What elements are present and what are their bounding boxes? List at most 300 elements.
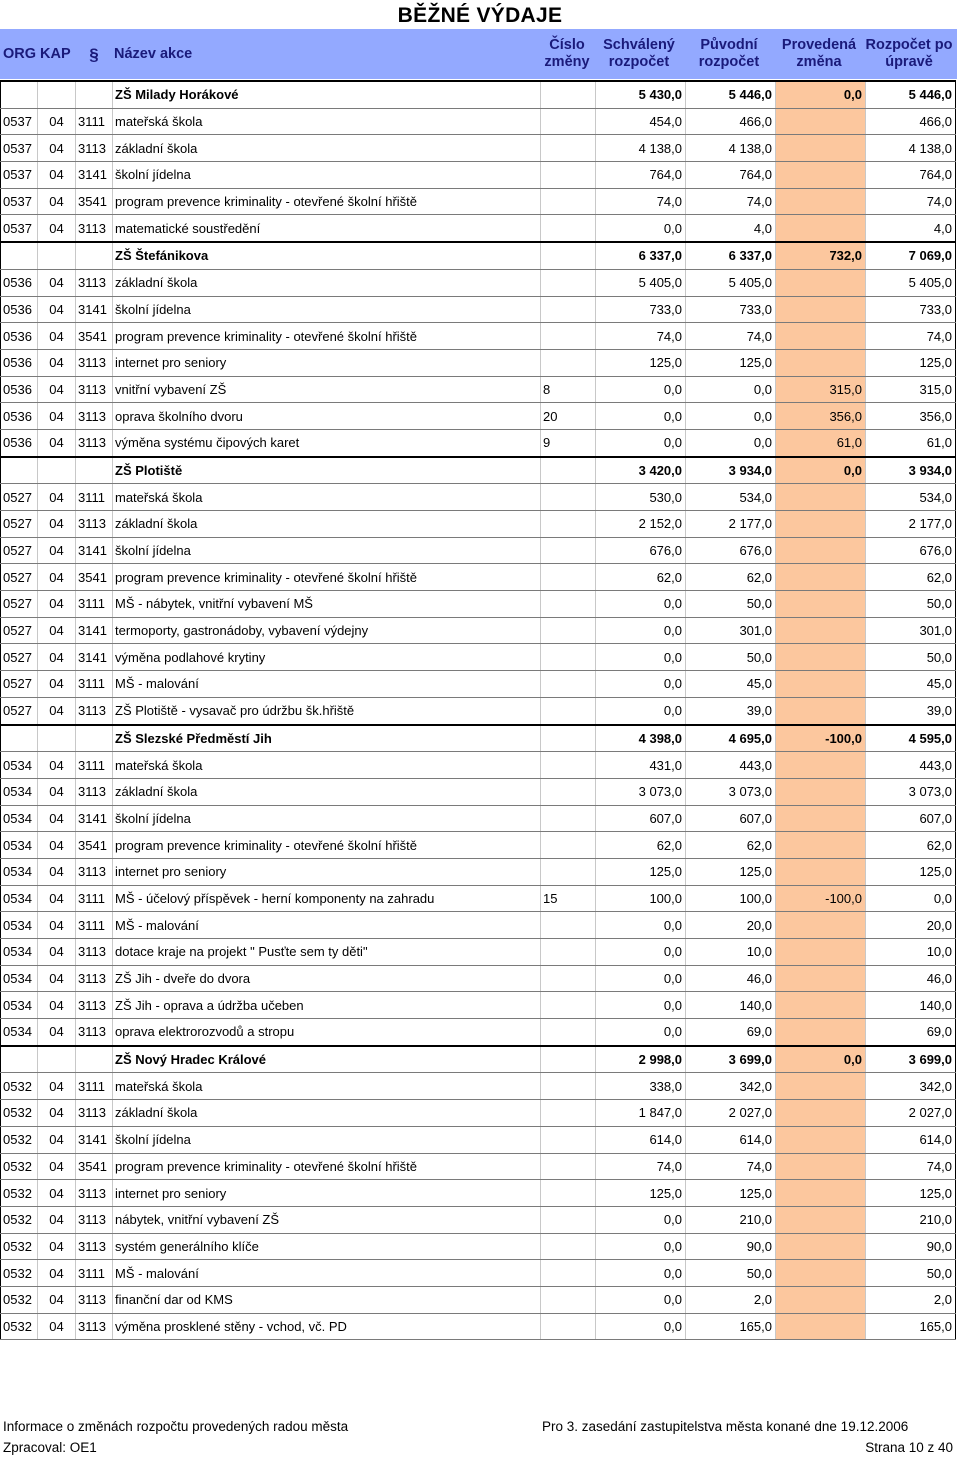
cislo-cell <box>541 188 596 215</box>
po-uprave-cell: 301,0 <box>866 617 956 644</box>
item-name: školní jídelna <box>113 1126 541 1153</box>
schvaleny-cell: 62,0 <box>596 564 686 591</box>
puvodni-cell: 165,0 <box>686 1313 776 1340</box>
schvaleny-cell: 733,0 <box>596 296 686 323</box>
table-row <box>1 1286 956 1313</box>
po-uprave-cell: 50,0 <box>866 1260 956 1287</box>
cislo-cell <box>541 511 596 538</box>
zmena-cell <box>776 965 866 992</box>
po-uprave-cell: 165,0 <box>866 1313 956 1340</box>
item-name: mateřská škola <box>113 484 541 511</box>
org-cell: 0532 <box>1 1206 38 1233</box>
zmena-cell <box>776 323 866 350</box>
kap-cell: 04 <box>38 511 76 538</box>
item-name: program prevence kriminality - otevřené školní hřiště <box>113 564 541 591</box>
zmena-cell: 315,0 <box>776 376 866 403</box>
schvaleny-cell: 0,0 <box>596 215 686 242</box>
puvodni-cell: 3 934,0 <box>686 457 776 484</box>
paragraph-cell: 3141 <box>76 805 113 832</box>
puvodni-cell: 100,0 <box>686 885 776 912</box>
paragraph-cell: 3141 <box>76 617 113 644</box>
org-cell: 0534 <box>1 1019 38 1046</box>
org-cell: 0527 <box>1 484 38 511</box>
paragraph-cell: 3541 <box>76 564 113 591</box>
puvodni-cell: 62,0 <box>686 564 776 591</box>
header-puvodni-rozpocet: Původní rozpočet <box>698 37 760 70</box>
item-name: internet pro seniory <box>113 1180 541 1207</box>
school-name: ZŠ Plotiště <box>113 457 541 484</box>
section-sign-icon: § <box>89 44 99 64</box>
puvodni-cell: 4 695,0 <box>686 725 776 752</box>
schvaleny-cell: 100,0 <box>596 885 686 912</box>
item-name: vnitřní vybavení ZŠ <box>113 376 541 403</box>
po-uprave-cell: 50,0 <box>866 591 956 618</box>
schvaleny-cell: 0,0 <box>596 992 686 1019</box>
cislo-cell <box>541 1206 596 1233</box>
table-row <box>1 752 956 779</box>
item-name: základní škola <box>113 511 541 538</box>
kap-cell: 04 <box>38 671 76 698</box>
kap-cell: 04 <box>38 832 76 859</box>
table-row <box>1 511 956 538</box>
paragraph-cell: 3113 <box>76 269 113 296</box>
kap-cell: 04 <box>38 323 76 350</box>
item-name: dotace kraje na projekt " Pusťte sem ty děti" <box>113 939 541 966</box>
puvodni-cell: 4 138,0 <box>686 135 776 162</box>
schvaleny-cell: 431,0 <box>596 752 686 779</box>
org-cell: 0527 <box>1 671 38 698</box>
item-name: školní jídelna <box>113 162 541 189</box>
footer-page-number: Strana 10 z 40 <box>865 1440 953 1455</box>
zmena-cell <box>776 778 866 805</box>
table-row <box>1 1206 956 1233</box>
blank-cell <box>76 725 113 752</box>
paragraph-cell: 3111 <box>76 591 113 618</box>
kap-cell: 04 <box>38 162 76 189</box>
paragraph-cell: 3111 <box>76 885 113 912</box>
org-cell: 0532 <box>1 1260 38 1287</box>
cislo-cell: 8 <box>541 376 596 403</box>
schvaleny-cell: 0,0 <box>596 1286 686 1313</box>
paragraph-cell: 3113 <box>76 1313 113 1340</box>
zmena-cell <box>776 564 866 591</box>
school-header-row <box>1 242 956 269</box>
kap-cell: 04 <box>38 564 76 591</box>
paragraph-cell: 3541 <box>76 832 113 859</box>
cislo-cell <box>541 81 596 108</box>
table-row <box>1 1313 956 1340</box>
po-uprave-cell: 74,0 <box>866 323 956 350</box>
po-uprave-cell: 125,0 <box>866 349 956 376</box>
cislo-cell <box>541 108 596 135</box>
zmena-cell <box>776 162 866 189</box>
header-schvaleny-rozpocet: Schválený rozpočet <box>603 37 675 70</box>
puvodni-cell: 342,0 <box>686 1073 776 1100</box>
cislo-cell <box>541 162 596 189</box>
cislo-cell <box>541 992 596 1019</box>
cislo-cell <box>541 215 596 242</box>
zmena-cell <box>776 1019 866 1046</box>
schvaleny-cell: 74,0 <box>596 323 686 350</box>
schvaleny-cell: 6 337,0 <box>596 242 686 269</box>
zmena-cell: 0,0 <box>776 81 866 108</box>
puvodni-cell: 50,0 <box>686 591 776 618</box>
schvaleny-cell: 1 847,0 <box>596 1100 686 1127</box>
cislo-cell <box>541 752 596 779</box>
cislo-cell: 15 <box>541 885 596 912</box>
table-row <box>1 108 956 135</box>
org-cell: 0537 <box>1 215 38 242</box>
puvodni-cell: 20,0 <box>686 912 776 939</box>
schvaleny-cell: 0,0 <box>596 1019 686 1046</box>
zmena-cell <box>776 1260 866 1287</box>
kap-cell: 04 <box>38 403 76 430</box>
kap-cell: 04 <box>38 752 76 779</box>
cislo-cell <box>541 1126 596 1153</box>
po-uprave-cell: 342,0 <box>866 1073 956 1100</box>
kap-cell: 04 <box>38 591 76 618</box>
org-cell: 0537 <box>1 162 38 189</box>
org-cell: 0537 <box>1 108 38 135</box>
paragraph-cell: 3113 <box>76 992 113 1019</box>
cislo-cell <box>541 591 596 618</box>
paragraph-cell: 3113 <box>76 215 113 242</box>
puvodni-cell: 69,0 <box>686 1019 776 1046</box>
table-row <box>1 484 956 511</box>
blank-cell <box>38 725 76 752</box>
puvodni-cell: 125,0 <box>686 858 776 885</box>
po-uprave-cell: 2,0 <box>866 1286 956 1313</box>
item-name: matematické soustředění <box>113 215 541 242</box>
puvodni-cell: 90,0 <box>686 1233 776 1260</box>
schvaleny-cell: 0,0 <box>596 1313 686 1340</box>
zmena-cell <box>776 108 866 135</box>
table-row <box>1 992 956 1019</box>
org-cell: 0532 <box>1 1180 38 1207</box>
school-name: ZŠ Milady Horákové <box>113 81 541 108</box>
paragraph-cell: 3113 <box>76 511 113 538</box>
kap-cell: 04 <box>38 1313 76 1340</box>
paragraph-cell: 3113 <box>76 858 113 885</box>
po-uprave-cell: 534,0 <box>866 484 956 511</box>
schvaleny-cell: 4 138,0 <box>596 135 686 162</box>
po-uprave-cell: 4,0 <box>866 215 956 242</box>
zmena-cell <box>776 1313 866 1340</box>
puvodni-cell: 125,0 <box>686 1180 776 1207</box>
table-row <box>1 1233 956 1260</box>
paragraph-cell: 3141 <box>76 537 113 564</box>
po-uprave-cell: 62,0 <box>866 564 956 591</box>
kap-cell: 04 <box>38 858 76 885</box>
kap-cell: 04 <box>38 617 76 644</box>
puvodni-cell: 140,0 <box>686 992 776 1019</box>
table-row <box>1 537 956 564</box>
po-uprave-cell: 50,0 <box>866 644 956 671</box>
schvaleny-cell: 0,0 <box>596 1260 686 1287</box>
cislo-cell <box>541 537 596 564</box>
blank-cell <box>38 81 76 108</box>
paragraph-cell: 3111 <box>76 752 113 779</box>
org-cell: 0534 <box>1 885 38 912</box>
cislo-cell <box>541 671 596 698</box>
item-name: školní jídelna <box>113 805 541 832</box>
table-row <box>1 188 956 215</box>
org-cell: 0536 <box>1 403 38 430</box>
po-uprave-cell: 676,0 <box>866 537 956 564</box>
table-row <box>1 1260 956 1287</box>
blank-cell <box>38 457 76 484</box>
table-row <box>1 215 956 242</box>
cislo-cell <box>541 1233 596 1260</box>
org-cell: 0527 <box>1 697 38 724</box>
cislo-cell <box>541 778 596 805</box>
po-uprave-cell: 3 699,0 <box>866 1046 956 1073</box>
paragraph-cell: 3113 <box>76 1233 113 1260</box>
item-name: výměna podlahové krytiny <box>113 644 541 671</box>
kap-cell: 04 <box>38 1019 76 1046</box>
blank-cell <box>1 725 38 752</box>
po-uprave-cell: 10,0 <box>866 939 956 966</box>
schvaleny-cell: 4 398,0 <box>596 725 686 752</box>
cislo-cell <box>541 805 596 832</box>
paragraph-cell: 3541 <box>76 1153 113 1180</box>
puvodni-cell: 466,0 <box>686 108 776 135</box>
item-name: mateřská škola <box>113 108 541 135</box>
puvodni-cell: 74,0 <box>686 323 776 350</box>
footer-info: Informace o změnách rozpočtu provedených radou města <box>3 1419 349 1434</box>
table-row <box>1 858 956 885</box>
item-name: výměna prosklené stěny - vchod, vč. PD <box>113 1313 541 1340</box>
puvodni-cell: 733,0 <box>686 296 776 323</box>
paragraph-cell: 3113 <box>76 135 113 162</box>
schvaleny-cell: 614,0 <box>596 1126 686 1153</box>
table-header <box>0 29 957 79</box>
table-row <box>1 1153 956 1180</box>
po-uprave-cell: 315,0 <box>866 376 956 403</box>
zmena-cell <box>776 1180 866 1207</box>
paragraph-cell: 3113 <box>76 1180 113 1207</box>
org-cell: 0534 <box>1 912 38 939</box>
kap-cell: 04 <box>38 1180 76 1207</box>
footer-session: Pro 3. zasedání zastupitelstva města konané dne 19.12.2006 <box>542 1419 909 1434</box>
po-uprave-cell: 733,0 <box>866 296 956 323</box>
puvodni-cell: 50,0 <box>686 1260 776 1287</box>
item-name: program prevence kriminality - otevřené školní hřiště <box>113 323 541 350</box>
zmena-cell <box>776 1100 866 1127</box>
schvaleny-cell: 3 420,0 <box>596 457 686 484</box>
paragraph-cell: 3111 <box>76 912 113 939</box>
kap-cell: 04 <box>38 939 76 966</box>
kap-cell: 04 <box>38 1233 76 1260</box>
schvaleny-cell: 62,0 <box>596 832 686 859</box>
blank-cell <box>38 1046 76 1073</box>
org-cell: 0536 <box>1 376 38 403</box>
kap-cell: 04 <box>38 108 76 135</box>
item-name: školní jídelna <box>113 537 541 564</box>
zmena-cell: 732,0 <box>776 242 866 269</box>
table-row <box>1 1019 956 1046</box>
po-uprave-cell: 4 138,0 <box>866 135 956 162</box>
schvaleny-cell: 74,0 <box>596 188 686 215</box>
cislo-cell <box>541 912 596 939</box>
item-name: základní škola <box>113 1100 541 1127</box>
paragraph-cell: 3141 <box>76 162 113 189</box>
paragraph-cell: 3111 <box>76 1073 113 1100</box>
table-row <box>1 644 956 671</box>
item-name: mateřská škola <box>113 752 541 779</box>
item-name: MŠ - nábytek, vnitřní vybavení MŠ <box>113 591 541 618</box>
po-uprave-cell: 764,0 <box>866 162 956 189</box>
schvaleny-cell: 338,0 <box>596 1073 686 1100</box>
zmena-cell <box>776 296 866 323</box>
table-row <box>1 778 956 805</box>
po-uprave-cell: 356,0 <box>866 403 956 430</box>
table-row <box>1 564 956 591</box>
header-name: Název akce <box>114 45 193 62</box>
zmena-cell <box>776 349 866 376</box>
table-row <box>1 912 956 939</box>
schvaleny-cell: 0,0 <box>596 697 686 724</box>
po-uprave-cell: 39,0 <box>866 697 956 724</box>
kap-cell: 04 <box>38 1260 76 1287</box>
zmena-cell <box>776 644 866 671</box>
cislo-cell <box>541 1260 596 1287</box>
kap-cell: 04 <box>38 885 76 912</box>
paragraph-cell: 3113 <box>76 1206 113 1233</box>
cislo-cell <box>541 858 596 885</box>
paragraph-cell: 3113 <box>76 403 113 430</box>
po-uprave-cell: 45,0 <box>866 671 956 698</box>
zmena-cell <box>776 697 866 724</box>
schvaleny-cell: 0,0 <box>596 912 686 939</box>
org-cell: 0536 <box>1 349 38 376</box>
kap-cell: 04 <box>38 135 76 162</box>
po-uprave-cell: 69,0 <box>866 1019 956 1046</box>
po-uprave-cell: 2 027,0 <box>866 1100 956 1127</box>
org-cell: 0527 <box>1 564 38 591</box>
header-kap: KAP <box>40 45 71 62</box>
po-uprave-cell: 61,0 <box>866 429 956 456</box>
zmena-cell <box>776 671 866 698</box>
table-row <box>1 135 956 162</box>
cislo-cell <box>541 1286 596 1313</box>
zmena-cell <box>776 1153 866 1180</box>
org-cell: 0532 <box>1 1286 38 1313</box>
puvodni-cell: 210,0 <box>686 1206 776 1233</box>
org-cell: 0532 <box>1 1153 38 1180</box>
blank-cell <box>1 1046 38 1073</box>
cislo-cell <box>541 832 596 859</box>
header-org: ORG <box>3 45 37 62</box>
po-uprave-cell: 74,0 <box>866 188 956 215</box>
item-name: ZŠ Plotiště - vysavač pro údržbu šk.hřiště <box>113 697 541 724</box>
paragraph-cell: 3111 <box>76 1260 113 1287</box>
item-name: MŠ - malování <box>113 671 541 698</box>
zmena-cell <box>776 1233 866 1260</box>
table-row <box>1 1073 956 1100</box>
puvodni-cell: 125,0 <box>686 349 776 376</box>
org-cell: 0534 <box>1 992 38 1019</box>
cislo-cell <box>541 135 596 162</box>
cislo-cell <box>541 242 596 269</box>
puvodni-cell: 3 699,0 <box>686 1046 776 1073</box>
puvodni-cell: 607,0 <box>686 805 776 832</box>
item-name: základní škola <box>113 135 541 162</box>
schvaleny-cell: 125,0 <box>596 349 686 376</box>
kap-cell: 04 <box>38 805 76 832</box>
po-uprave-cell: 90,0 <box>866 1233 956 1260</box>
item-name: oprava elektrorozvodů a stropu <box>113 1019 541 1046</box>
schvaleny-cell: 125,0 <box>596 858 686 885</box>
cislo-cell <box>541 644 596 671</box>
po-uprave-cell: 607,0 <box>866 805 956 832</box>
table-row <box>1 429 956 456</box>
school-header-row <box>1 81 956 108</box>
blank-cell <box>76 242 113 269</box>
zmena-cell <box>776 188 866 215</box>
zmena-cell <box>776 858 866 885</box>
org-cell: 0537 <box>1 188 38 215</box>
zmena-cell <box>776 215 866 242</box>
kap-cell: 04 <box>38 215 76 242</box>
kap-cell: 04 <box>38 697 76 724</box>
table-row <box>1 1126 956 1153</box>
po-uprave-cell: 20,0 <box>866 912 956 939</box>
org-cell: 0534 <box>1 965 38 992</box>
table-row <box>1 376 956 403</box>
kap-cell: 04 <box>38 912 76 939</box>
zmena-cell: 61,0 <box>776 429 866 456</box>
item-name: základní škola <box>113 269 541 296</box>
kap-cell: 04 <box>38 1206 76 1233</box>
po-uprave-cell: 74,0 <box>866 1153 956 1180</box>
org-cell: 0536 <box>1 429 38 456</box>
zmena-cell <box>776 939 866 966</box>
paragraph-cell: 3541 <box>76 323 113 350</box>
page-title: BĚŽNÉ VÝDAJE <box>397 4 563 27</box>
po-uprave-cell: 5 405,0 <box>866 269 956 296</box>
blank-cell <box>76 81 113 108</box>
paragraph-cell: 3111 <box>76 108 113 135</box>
paragraph-cell: 3541 <box>76 188 113 215</box>
schvaleny-cell: 5 405,0 <box>596 269 686 296</box>
item-name: program prevence kriminality - otevřené školní hřiště <box>113 832 541 859</box>
table-row <box>1 805 956 832</box>
po-uprave-cell: 46,0 <box>866 965 956 992</box>
item-name: základní škola <box>113 778 541 805</box>
po-uprave-cell: 7 069,0 <box>866 242 956 269</box>
org-cell: 0536 <box>1 296 38 323</box>
puvodni-cell: 46,0 <box>686 965 776 992</box>
puvodni-cell: 0,0 <box>686 376 776 403</box>
item-name: internet pro seniory <box>113 858 541 885</box>
kap-cell: 04 <box>38 296 76 323</box>
cislo-cell <box>541 1046 596 1073</box>
item-name: program prevence kriminality - otevřené školní hřiště <box>113 188 541 215</box>
item-name: mateřská škola <box>113 1073 541 1100</box>
item-name: finanční dar od KMS <box>113 1286 541 1313</box>
table-row <box>1 323 956 350</box>
cislo-cell <box>541 1019 596 1046</box>
paragraph-cell: 3113 <box>76 697 113 724</box>
kap-cell: 04 <box>38 429 76 456</box>
table-row <box>1 832 956 859</box>
kap-cell: 04 <box>38 1286 76 1313</box>
blank-cell <box>1 81 38 108</box>
kap-cell: 04 <box>38 269 76 296</box>
po-uprave-cell: 140,0 <box>866 992 956 1019</box>
schvaleny-cell: 0,0 <box>596 939 686 966</box>
